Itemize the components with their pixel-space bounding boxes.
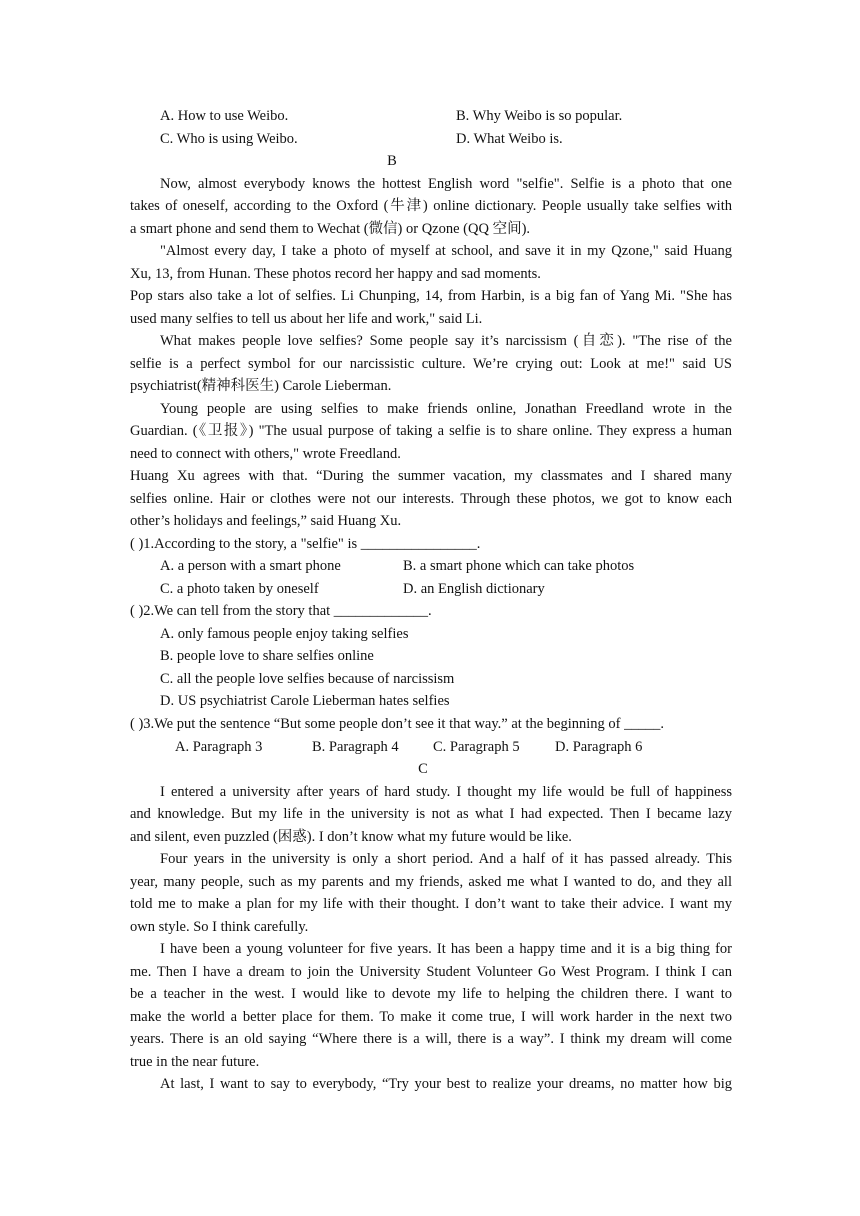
passage-line: selfies online. Hair or clothes were not our interests. Through these photos, we got to know each [130,491,732,507]
q1-option-c: C. a photo taken by oneself [160,581,319,597]
passage-line: and knowledge. But my life in the university is not as what I had expected. Then I became lazy [130,806,732,822]
option-a: A. How to use Weibo. [160,108,289,124]
passage-line: I have been a young volunteer for five years. It has been a happy time and it is a big thing for [160,941,732,957]
q3-option-b: B. Paragraph 4 [312,739,399,755]
passage-line: At last, I want to say to everybody, “Try your best to realize your dreams, no matter how big [160,1076,732,1092]
passage-line: Xu, 13, from Hunan. These photos record her happy and sad moments. [130,266,541,282]
passage-line: years. There is an old saying “Where there is a will, there is a way”. I think my dream will come [130,1031,732,1047]
passage-line: used many selfies to tell us about her life and work," said Li. [130,311,483,327]
q3-option-a: A. Paragraph 3 [175,739,263,755]
passage-line: Young people are using selfies to make friends online, Jonathan Freedland wrote in the [160,401,732,417]
q2-option-a: A. only famous people enjoy taking selfies [160,626,409,642]
passage-line: told me to make a plan for my life with their thought. I don’t want to take their advice. I want my [130,896,732,912]
passage-line: Huang Xu agrees with that. “During the summer vacation, my classmates and I shared many [130,468,732,484]
q1-option-d: D. an English dictionary [403,581,545,597]
question-2-stem: ( )2.We can tell from the story that _____________. [130,603,432,619]
passage-line: other’s holidays and feelings,” said Huang Xu. [130,513,402,529]
passage-line: need to connect with others," wrote Freedland. [130,446,401,462]
passage-line: Guardian. (《卫报》) "The usual purpose of taking a selfie is to share online. They express a human [130,423,732,439]
option-d: D. What Weibo is. [456,131,563,147]
option-b: B. Why Weibo is so popular. [456,108,623,124]
option-c: C. Who is using Weibo. [160,131,298,147]
passage-line: make the world a better place for them. To make it come true, I will work harder in the next two [130,1009,732,1025]
q2-option-c: C. all the people love selfies because of narcissism [160,671,455,687]
passage-line: takes of oneself, according to the Oxford (牛津) online dictionary. People usually take selfies with [130,198,732,214]
passage-line: psychiatrist(精神科医生) Carole Lieberman. [130,378,392,394]
passage-line: selfie is a perfect symbol for our narcissistic culture. We’re crying out: Look at me!" said US [130,356,732,372]
question-3-stem: ( )3.We put the sentence “But some people don’t see it that way.” at the beginning of _____. [130,716,664,732]
passage-line: Now, almost everybody knows the hottest English word "selfie". Selfie is a photo that one [160,176,732,192]
q3-option-c: C. Paragraph 5 [433,739,520,755]
passage-line: Pop stars also take a lot of selfies. Li Chunping, 14, from Harbin, is a big fan of Yang Mi. "She has [130,288,732,304]
passage-line: "Almost every day, I take a photo of myself at school, and save it in my Qzone," said Huang [160,243,732,259]
passage-line: me. Then I have a dream to join the University Student Volunteer Go West Program. I think I can [130,964,732,980]
q3-option-d: D. Paragraph 6 [555,739,643,755]
passage-line: be a teacher in the west. I would like to devote my life to helping the children there. I want to [130,986,732,1002]
passage-line: and silent, even puzzled (困惑). I don’t know what my future would be like. [130,829,572,845]
question-1-stem: ( )1.According to the story, a "selfie" is ________________. [130,536,481,552]
q1-option-a: A. a person with a smart phone [160,558,341,574]
section-c-heading: C [418,761,428,777]
section-b-heading: B [387,153,397,169]
passage-line: year, many people, such as my parents and my friends, asked me what I wanted to do, and they all [130,874,732,890]
passage-line: What makes people love selfies? Some people say it’s narcissism (自恋). "The rise of the [160,333,732,349]
q1-option-b: B. a smart phone which can take photos [403,558,635,574]
passage-line: I entered a university after years of hard study. I thought my life would be full of happiness [160,784,732,800]
q2-option-d: D. US psychiatrist Carole Lieberman hates selfies [160,693,450,709]
passage-line: true in the near future. [130,1054,260,1070]
passage-line: own style. So I think carefully. [130,919,309,935]
passage-line: a smart phone and send them to Wechat (微信) or Qzone (QQ 空间). [130,221,531,237]
q2-option-b: B. people love to share selfies online [160,648,374,664]
passage-line: Four years in the university is only a short period. And a half of it has passed already. This [160,851,732,867]
